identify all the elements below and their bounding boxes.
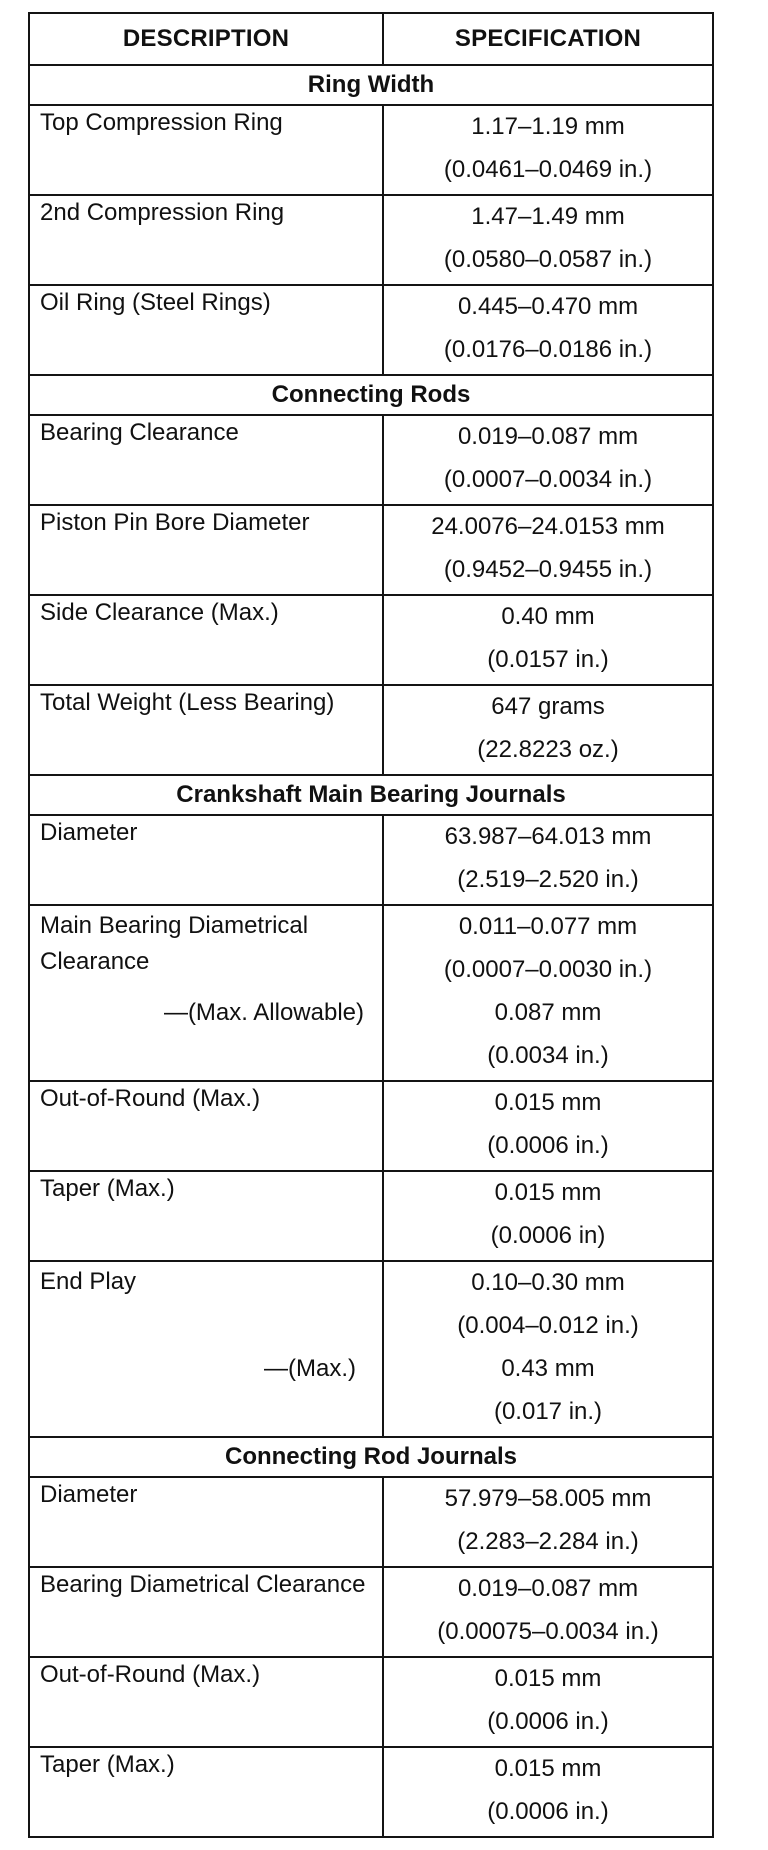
row-description: [29, 905, 383, 1081]
row-description: 2nd Compression Ring: [29, 195, 383, 285]
row-specification: [383, 1567, 713, 1657]
spec-metric: 0.019–0.087 mm: [457, 423, 639, 450]
description-sub: —(Max. Allowable): [163, 999, 364, 1026]
row-description: Side Clearance (Max.): [29, 595, 383, 685]
row-specification: [383, 195, 713, 285]
section-header-row: [29, 65, 713, 105]
row-description: Oil Ring (Steel Rings): [29, 285, 383, 375]
table-row: [29, 1567, 713, 1657]
table-row: [29, 505, 713, 595]
table-row: [29, 1657, 713, 1747]
spec-imperial: (0.0006 in.): [487, 1132, 609, 1159]
table-row: [29, 1747, 713, 1837]
description-main: End Play: [40, 1268, 137, 1295]
specification-table: [28, 12, 714, 1838]
table-row: [29, 105, 713, 195]
spec-metric: 0.40 mm: [501, 603, 595, 630]
section-title-crankshaft-main-bearing-journals: Crankshaft Main Bearing Journals: [29, 775, 713, 815]
row-specification: [383, 415, 713, 505]
row-description: Bearing Clearance: [29, 415, 383, 505]
description-sub: —(Max.): [264, 1355, 356, 1382]
row-specification: [383, 685, 713, 775]
row-specification: [383, 1081, 713, 1171]
table-row: [29, 1081, 713, 1171]
spec-imperial: (0.0006 in): [490, 1222, 606, 1249]
row-description: Piston Pin Bore Diameter: [29, 505, 383, 595]
spec-imperial: (22.8223 oz.): [477, 736, 619, 763]
row-specification: [383, 905, 713, 1081]
table-row: [29, 285, 713, 375]
table-row: [29, 1477, 713, 1567]
spec-max-imperial: (0.017 in.): [493, 1398, 603, 1425]
spec-imperial: (0.9452–0.9455 in.): [443, 556, 653, 583]
spec-metric: 1.17–1.19 mm: [471, 113, 625, 140]
section-header-row: [29, 1437, 713, 1477]
table-row: [29, 905, 713, 1081]
section-title-connecting-rod-journals: Connecting Rod Journals: [29, 1437, 713, 1477]
row-description: Taper (Max.): [29, 1171, 383, 1261]
spec-imperial: (2.519–2.520 in.): [457, 866, 639, 893]
table-row: [29, 815, 713, 905]
spec-imperial: (0.0157 in.): [487, 646, 609, 673]
specification-column-header: SPECIFICATION: [383, 13, 713, 65]
table-row: [29, 1261, 713, 1437]
row-specification: [383, 1657, 713, 1747]
table-row: [29, 415, 713, 505]
table-row: [29, 595, 713, 685]
spec-imperial: (0.0006 in.): [487, 1798, 609, 1825]
spec-imperial: (2.283–2.284 in.): [457, 1528, 639, 1555]
spec-metric: 0.015 mm: [494, 1089, 602, 1116]
row-description: Top Compression Ring: [29, 105, 383, 195]
description-main: Main Bearing Diametrical Clearance: [40, 912, 309, 975]
spec-metric: 0.015 mm: [494, 1755, 602, 1782]
row-description: Diameter: [29, 815, 383, 905]
table-row: [29, 195, 713, 285]
spec-imperial: (0.00075–0.0034 in.): [437, 1618, 659, 1645]
spec-imperial: (0.0006 in.): [487, 1708, 609, 1735]
row-specification: [383, 595, 713, 685]
row-description: Out-of-Round (Max.): [29, 1081, 383, 1171]
row-description: Diameter: [29, 1477, 383, 1567]
section-title-connecting-rods: Connecting Rods: [29, 375, 713, 415]
spec-metric: 1.47–1.49 mm: [471, 203, 625, 230]
row-description: Taper (Max.): [29, 1747, 383, 1837]
spec-metric: 0.011–0.077 mm: [458, 913, 638, 940]
spec-imperial: (0.0007–0.0034 in.): [443, 466, 653, 493]
spec-max-metric: 0.43 mm: [501, 1355, 595, 1382]
spec-max-metric: 0.087 mm: [494, 999, 602, 1026]
spec-metric: 24.0076–24.0153 mm: [431, 513, 665, 540]
row-description: Bearing Diametrical Clearance: [29, 1567, 383, 1657]
row-description: [29, 1261, 383, 1437]
table-row: [29, 685, 713, 775]
section-title-ring-width: Ring Width: [29, 65, 713, 105]
spec-imperial: (0.0580–0.0587 in.): [443, 246, 653, 273]
row-specification: [383, 1477, 713, 1567]
row-specification: [383, 1747, 713, 1837]
row-specification: [383, 1261, 713, 1437]
spec-metric: 0.019–0.087 mm: [457, 1575, 639, 1602]
spec-imperial: (0.0007–0.0030 in.): [443, 956, 653, 983]
spec-metric: 0.10–0.30 mm: [471, 1269, 625, 1296]
spec-metric: 647 grams: [491, 693, 605, 720]
section-header-row: [29, 775, 713, 815]
spec-max-imperial: (0.0034 in.): [487, 1042, 609, 1069]
spec-imperial: (0.0176–0.0186 in.): [443, 336, 653, 363]
description-column-header: DESCRIPTION: [29, 13, 383, 65]
table-row: [29, 1171, 713, 1261]
section-header-row: [29, 375, 713, 415]
row-specification: [383, 285, 713, 375]
table-header-row: [29, 13, 713, 65]
spec-imperial: (0.0461–0.0469 in.): [443, 156, 653, 183]
spec-imperial: (0.004–0.012 in.): [457, 1312, 639, 1339]
spec-metric: 63.987–64.013 mm: [444, 823, 652, 850]
row-specification: [383, 105, 713, 195]
row-specification: [383, 1171, 713, 1261]
spec-metric: 0.015 mm: [494, 1665, 602, 1692]
row-specification: [383, 815, 713, 905]
row-specification: [383, 505, 713, 595]
spec-metric: 0.015 mm: [494, 1179, 602, 1206]
spec-metric: 0.445–0.470 mm: [457, 293, 639, 320]
spec-metric: 57.979–58.005 mm: [444, 1485, 652, 1512]
row-description: Total Weight (Less Bearing): [29, 685, 383, 775]
row-description: Out-of-Round (Max.): [29, 1657, 383, 1747]
